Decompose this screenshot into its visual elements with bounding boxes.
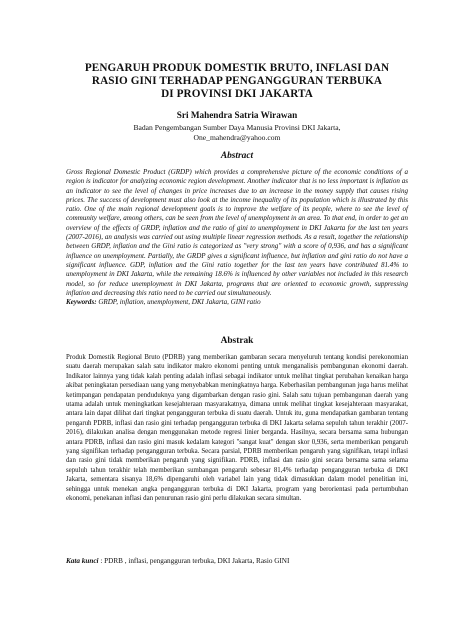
keywords-id (66, 557, 408, 565)
abstract-id-body: Produk Domestik Regional Bruto (PDRB) yang memberikan gambaran secara menyeluruh tentang kondisi perekonomian suatu daerah merupakan salah satu indikator makro ekonomi penting untuk menganalisis pembangunan ekonomi daerah. Indikator lainnya yang tidak kalah penting adalah inflasi sebagai indikator untuk melihat tingkat perubahan kenaikan harga akibat peningkatan persediaan uang yang menyebabkan meningkatnya harga. Keberhasilan pembangunan juga harus melihat ketimpangan pendapatan penduduknya yang digambarkan dengan rasio gini. Salah satu tujuan pembangunan daerah yang utama adalah untuk meningkatkan kesejahteraan masyarakatnya, dimana untuk melihat tingkat kesejahteraan masyarakat, antara lain dapat dilihat dari tingkat pengangguran terbuka di suatu daerah. Untuk itu, guna mendapatkan gambaran tentang pengaruh PDRB, inflasi dan rasio gini terhadap pengangguran terbuka di DKI Jakarta selama sepuluh tahun terakhir (2007-2016), dilakukan analisa dengan menggunakan metode regresi linier berganda. Hasilnya, secara bersama sama hubungan antara PDRB, inflasi dan rasio gini masuk kedalam kategori "sangat kuat" dengan skor 0,936, serta memberikan pengaruh yang signifikan terhadap pengangguran terbuka. Secara parsial, PDRB memberikan pengaruh yang signifikan, tetapi inflasi dan rasio gini tidak memberikan pengaruh yang signifikan. PDRB, inflasi dan rasio gini secara bersama sama selama sepuluh tahun terakhir telah memberikan sumbangan pengaruh sebesar 81,4% terhadap pengangguran terbuka di DKI Jakarta, sementara sisanya 18,6% dipengaruhi oleh variabel lain yang tidak dimasukkan dalam model penelitian ini, sehingga untuk menekan angka pengangguran terbuka di DKI Jakarta, program yang berorientasi pada pertumbuhan ekonomi, penekanan inflasi dan penurunan rasio gini perlu dilakukan secara simultan. (66, 354, 408, 503)
title-line-1: PENGARUH PRODUK DOMESTIK BRUTO, INFLASI DAN (84, 62, 390, 74)
keywords-id-list: : PDRB , inflasi, pengangguran terbuka, DKI Jakarta, Rasio GINI (100, 557, 290, 565)
author-affiliation (0, 123, 474, 142)
keywords-en-list: GRDP, inflation, unemployment, DKI Jakarta, GINI ratio (98, 298, 261, 307)
paper-title (66, 62, 408, 101)
abstract-heading-id: Abstrak (220, 336, 254, 346)
keywords-id-label: Kata kunci (66, 557, 99, 565)
author-email: One_mahendra@yahoo.com (193, 132, 281, 142)
abstract-en-body: Gross Regional Domestic Product (GRDP) which provides a comprehensive picture of the economic conditions of a region is indicator for analyzing economic region development. Another indicator that is no less important is inflation as an indicator to see the level of changes in price increases due to an increase in the money supply that causes rising prices. The success of development must also look at the income inequality of its population which is illustrated by this ratio. One of the main regional development goals is to improve the welfare of its people, where to see the level of community welfare, among others, can be seen from the level of unemployment in an area. To that end, in order to get an overview of the effects of GRDP, inflation and the ratio of gini to unemployment in DKI Jakarta for the last ten years (2007-2016), an analysis was carried out using multiple linear regression methods. As a result, together the relationship between GRDP, inflation and the Gini ratio is categorized as "very strong" with a score of 0,936, and has a significant influence on unemployment. Partially, the GRDP gives a significant influence, but inflation and gini ratio do not have a significant influence. GDP, inflation and the Gini ratio together for the last ten years have contributed 81.4% to unemployment in DKI Jakarta, while the remaining 18.6% is influenced by other variables not included in this research model, so for reduce unemployment in DKI Jakarta, programs that are oriented to economic growth, suppressing inflation and decreasing this ratio need to be carried out simultaneously. (66, 168, 408, 297)
abstract-en (66, 168, 408, 307)
author-name: Sri Mahendra Satria Wirawan (176, 110, 298, 120)
keywords-en-label: Keywords: (66, 298, 97, 307)
abstract-heading-en: Abstract (220, 151, 254, 161)
title-line-2: RASIO GINI TERHADAP PENGANGGURAN TERBUKA (91, 75, 383, 87)
affiliation-text: Badan Pengembangan Sumber Daya Manusia Provinsi DKI Jakarta, (133, 123, 341, 132)
keywords-en (66, 298, 408, 307)
title-line-3: DI PROVINSI DKI JAKARTA (161, 88, 313, 100)
